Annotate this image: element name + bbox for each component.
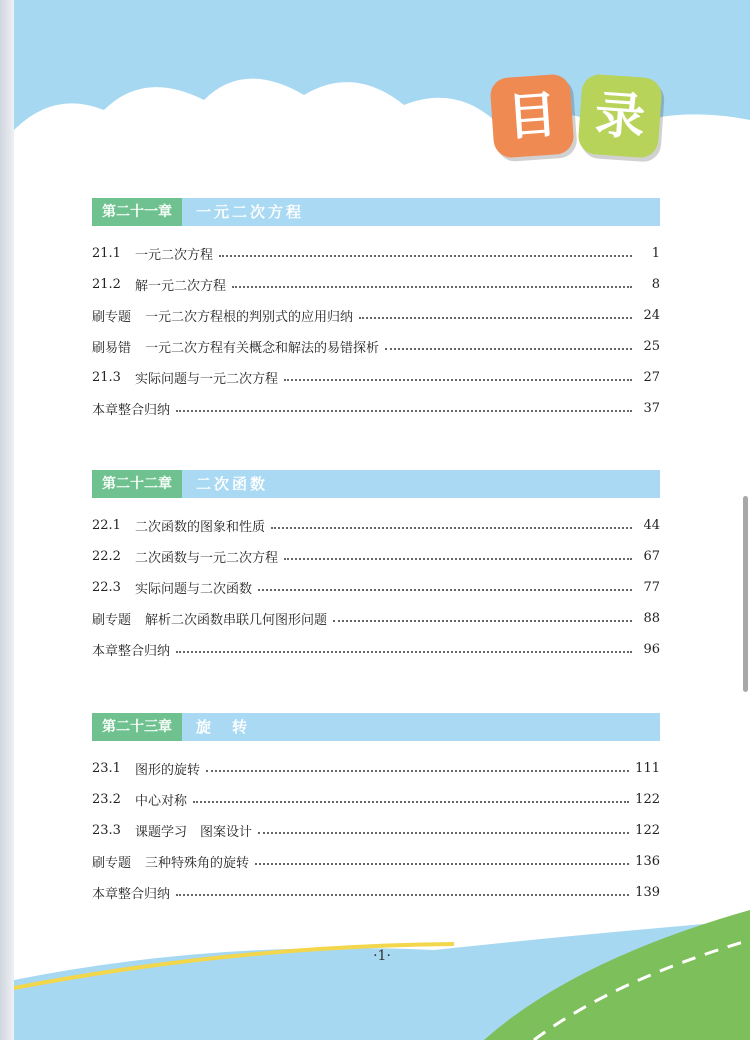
dot-leader <box>176 894 629 896</box>
entry-page: 24 <box>643 308 660 323</box>
toc-entry[interactable] <box>92 331 660 362</box>
chapter-entries <box>92 510 660 665</box>
scrollbar[interactable] <box>743 496 748 692</box>
entry-number: 22.3 <box>92 580 121 595</box>
entry-page: 1 <box>651 246 660 261</box>
entry-number: 23.3 <box>92 823 121 838</box>
entry-page: 67 <box>643 549 660 564</box>
chapter-entries <box>92 753 660 908</box>
dot-leader <box>271 527 632 529</box>
entry-page: 111 <box>635 761 660 776</box>
entry-title: 本章整合归纳 <box>92 403 171 418</box>
page-number: ·1· <box>373 948 391 964</box>
entry-title: 解析二次函数串联几何图形问题 <box>145 613 328 628</box>
toc-entry[interactable] <box>92 603 660 634</box>
entry-title: 图形的旋转 <box>134 763 200 778</box>
chapter-name: 旋 转 <box>196 718 251 736</box>
dot-leader <box>255 863 629 865</box>
entry-page: 77 <box>643 580 660 595</box>
entry-title: 三种特殊角的旋转 <box>145 856 250 871</box>
entry-page: 136 <box>635 854 660 869</box>
entry-number: 刷专题 <box>92 856 132 871</box>
chapter-entries <box>92 238 660 424</box>
book-spine <box>0 0 14 1040</box>
toc-entry[interactable] <box>92 572 660 603</box>
entry-title: 课题学习 图案设计 <box>134 825 252 840</box>
entry-page: 88 <box>643 611 660 626</box>
entry-number: 23.2 <box>92 792 121 807</box>
entry-title: 本章整合归纳 <box>92 644 171 659</box>
toc-entry[interactable] <box>92 362 660 393</box>
entry-title: 一元二次方程 <box>134 248 213 263</box>
toc-entry[interactable] <box>92 300 660 331</box>
dot-leader <box>284 558 632 560</box>
entry-title: 二次函数的图象和性质 <box>134 520 265 535</box>
chapter-number: 第二十三章 <box>92 713 182 741</box>
entry-number: 22.2 <box>92 549 121 564</box>
entry-title: 一元二次方程根的判别式的应用归纳 <box>145 310 354 325</box>
entry-page: 44 <box>643 518 660 533</box>
entry-page: 122 <box>635 823 660 838</box>
dot-leader <box>176 410 632 412</box>
chapter-header <box>92 470 660 498</box>
dot-leader <box>219 255 632 257</box>
dot-leader <box>176 651 632 653</box>
chapter-header <box>92 713 660 741</box>
toc-entry[interactable] <box>92 393 660 424</box>
entry-number: 刷专题 <box>92 310 132 325</box>
toc-entry[interactable] <box>92 634 660 665</box>
entry-number: 刷专题 <box>92 613 132 628</box>
entry-number: 23.1 <box>92 761 121 776</box>
entry-title: 二次函数与一元二次方程 <box>134 551 278 566</box>
dot-leader <box>385 348 632 350</box>
entry-page: 122 <box>635 792 660 807</box>
chapter-number: 第二十一章 <box>92 198 182 226</box>
landscape-decoration <box>14 900 750 1040</box>
dot-leader <box>333 620 632 622</box>
entry-number: 21.1 <box>92 246 121 261</box>
entry-page: 8 <box>651 277 660 292</box>
dot-leader <box>206 770 629 772</box>
chapter-header <box>92 198 660 226</box>
toc-entry[interactable] <box>92 541 660 572</box>
toc-entry[interactable] <box>92 846 660 877</box>
entry-number: 刷易错 <box>92 341 132 356</box>
chapter-name: 一元二次方程 <box>196 203 305 221</box>
toc-entry[interactable] <box>92 753 660 784</box>
chapter-number: 第二十二章 <box>92 470 182 498</box>
entry-number: 21.2 <box>92 277 121 292</box>
toc-entry[interactable] <box>92 510 660 541</box>
dot-leader <box>359 317 632 319</box>
entry-title: 实际问题与二次函数 <box>134 582 252 597</box>
entry-page: 25 <box>643 339 660 354</box>
dot-leader <box>258 832 629 834</box>
toc-entry[interactable] <box>92 815 660 846</box>
entry-page: 96 <box>643 642 660 657</box>
dot-leader <box>258 589 632 591</box>
toc-entry[interactable] <box>92 269 660 300</box>
entry-title: 解一元二次方程 <box>134 279 226 294</box>
toc-page <box>14 0 750 1040</box>
entry-number: 22.1 <box>92 518 121 533</box>
entry-number: 21.3 <box>92 370 121 385</box>
chapter-name: 二次函数 <box>196 475 269 493</box>
toc-entry[interactable] <box>92 238 660 269</box>
entry-title: 本章整合归纳 <box>92 887 171 902</box>
dot-leader <box>193 801 629 803</box>
dot-leader <box>232 286 632 288</box>
dot-leader <box>284 379 632 381</box>
title-char-1: 目 <box>489 73 574 158</box>
title-char-2: 录 <box>577 73 662 158</box>
toc-entry[interactable] <box>92 784 660 815</box>
entry-title: 实际问题与一元二次方程 <box>134 372 278 387</box>
entry-page: 27 <box>643 370 660 385</box>
entry-page: 37 <box>643 401 660 416</box>
contents-title <box>482 76 672 166</box>
entry-title: 中心对称 <box>134 794 187 809</box>
entry-page: 139 <box>635 885 660 900</box>
entry-title: 一元二次方程有关概念和解法的易错探析 <box>145 341 380 356</box>
